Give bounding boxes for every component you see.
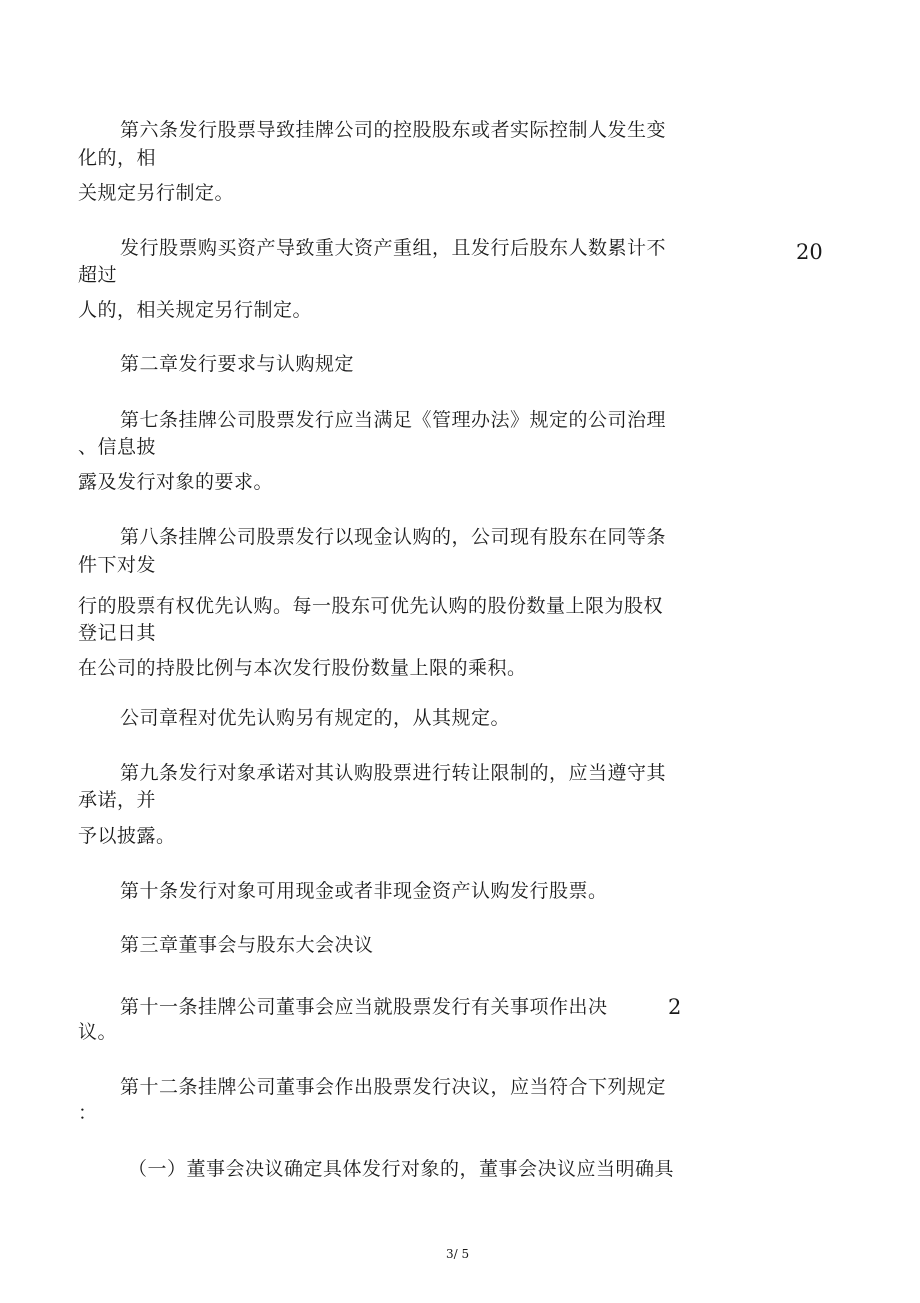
paragraph-line: 公司章程对优先认购另有规定的，从其规定。 <box>120 707 511 729</box>
margin-number: 20 <box>796 240 823 264</box>
paragraph-line: 第十一条挂牌公司董事会应当就股票发行有关事项作出决 <box>120 996 608 1018</box>
page-number: 3/ 5 <box>446 1247 470 1261</box>
paragraph-line: 登记日其 <box>78 622 157 644</box>
paragraph-line: 第七条挂牌公司股票发行应当满足《管理办法》规定的公司治理 <box>120 409 667 431</box>
paragraph-line: 承诺，并 <box>78 789 157 811</box>
paragraph-line: 化的，相 <box>78 147 157 169</box>
margin-number: 2 <box>668 995 682 1019</box>
paragraph-line: 第六条发行股票导致挂牌公司的控股股东或者实际控制人发生变 <box>120 119 667 141</box>
paragraph-line: 关规定另行制定。 <box>78 182 235 204</box>
chapter-heading: 第三章董事会与股东大会决议 <box>120 934 374 956</box>
paragraph-line: 超过 <box>78 264 118 286</box>
paragraph-line: 发行股票购买资产导致重大资产重组，且发行后股东人数累计不 <box>120 237 667 259</box>
paragraph-line: 行的股票有权优先认购。每一股东可优先认购的股份数量上限为股权 <box>78 595 664 617</box>
chapter-heading: 第二章发行要求与认购规定 <box>120 353 355 375</box>
paragraph-line: 第十条发行对象可用现金或者非现金资产认购发行股票。 <box>120 880 608 902</box>
paragraph-line: 第九条发行对象承诺对其认购股票进行转让限制的，应当遵守其 <box>120 762 667 784</box>
paragraph-line: 第八条挂牌公司股票发行以现金认购的，公司现有股东在同等条 <box>120 526 667 548</box>
paragraph-line: 、信息披 <box>78 436 157 458</box>
paragraph-line: 在公司的持股比例与本次发行股份数量上限的乘积。 <box>78 657 527 679</box>
paragraph-line: 议。 <box>78 1021 118 1043</box>
paragraph-line: 予以披露。 <box>78 825 176 847</box>
paragraph-line: ： <box>78 1102 98 1124</box>
paragraph-line: 露及发行对象的要求。 <box>78 471 274 493</box>
paragraph-line: 件下对发 <box>78 554 157 576</box>
paragraph-line: （一）董事会决议确定具体发行对象的，董事会决议应当明确具 <box>128 1158 675 1180</box>
paragraph-line: 第十二条挂牌公司董事会作出股票发行决议，应当符合下列规定 <box>120 1076 667 1098</box>
paragraph-line: 人的，相关规定另行制定。 <box>78 299 313 321</box>
